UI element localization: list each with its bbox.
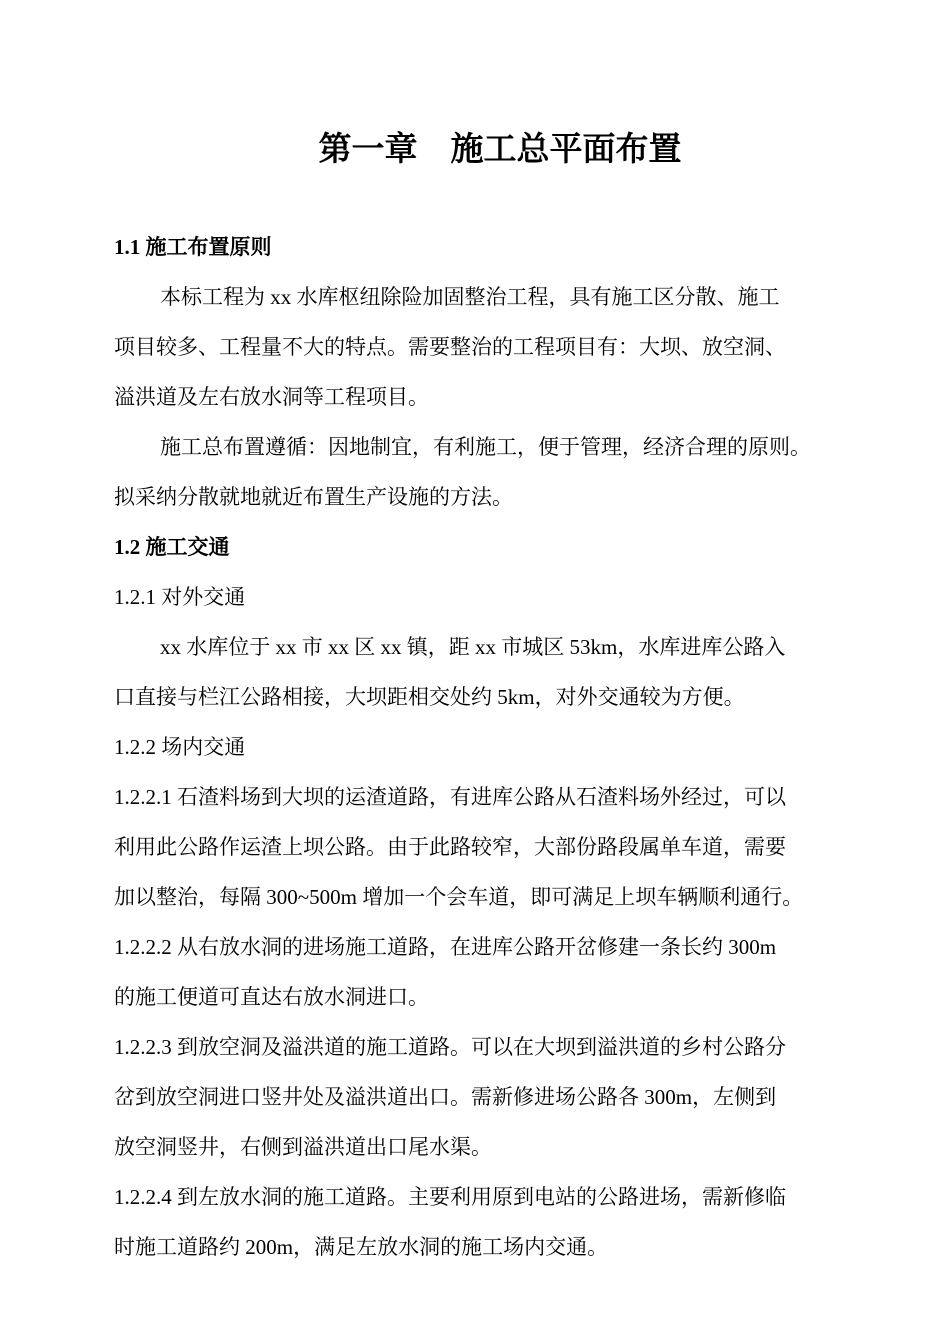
text-line: 的施工便道可直达右放水洞进口。 [114, 985, 429, 1009]
text-line: 1.2.2.2 从右放水洞的进场施工道路，在进库公路开岔修建一条长约 300m [114, 935, 777, 959]
paragraph-external-traffic [114, 622, 886, 722]
text-line: 放空洞竖井，右侧到溢洪道出口尾水渠。 [114, 1135, 492, 1159]
paragraph-layout-principle [114, 422, 886, 522]
chapter-title: 第一章 施工总平面布置 [318, 132, 682, 168]
text-line: 时施工道路约 200m，满足左放水洞的施工场内交通。 [114, 1235, 609, 1259]
text-line: 溢洪道及左右放水洞等工程项目。 [114, 385, 429, 409]
text-line: xx 水库位于 xx 市 xx 区 xx 镇，距 xx 市城区 53km，水库进库公路入 [160, 635, 786, 659]
section-heading-1-1: 1.1 施工布置原则 [114, 235, 272, 259]
text-line: 施工总布置遵循：因地制宜，有利施工，便于管理，经济合理的原则。 [160, 435, 811, 459]
text-line: 1.2.2.1 石渣料场到大坝的运渣道路，有进库公路从石渣料场外经过，可以 [114, 785, 786, 809]
subsection-heading-1-2-2: 1.2.2 场内交通 [114, 735, 246, 759]
text-line: 加以整治，每隔 300~500m 增加一个会车道，即可满足上坝车辆顺利通行。 [114, 885, 804, 909]
text-line: 本标工程为 xx 水库枢纽除险加固整治工程，具有施工区分散、施工 [160, 285, 780, 309]
paragraph-project-overview [114, 272, 886, 422]
text-line: 1.2.2.3 到放空洞及溢洪道的施工道路。可以在大坝到溢洪道的乡村公路分 [114, 1035, 786, 1059]
document-body [114, 222, 886, 1272]
text-line: 岔到放空洞进口竖井处及溢洪道出口。需新修进场公路各 300m，左侧到 [114, 1085, 777, 1109]
paragraph-item-1-2-2-4 [114, 1172, 886, 1272]
text-line: 利用此公路作运渣上坝公路。由于此路较窄，大部份路段属单车道，需要 [114, 835, 786, 859]
section-heading-1-2: 1.2 施工交通 [114, 535, 230, 559]
text-line: 拟采纳分散就地就近布置生产设施的方法。 [114, 485, 513, 509]
subsection-heading-1-2-1: 1.2.1 对外交通 [114, 585, 246, 609]
text-line: 1.2.2.4 到左放水洞的施工道路。主要利用原到电站的公路进场，需新修临 [114, 1185, 786, 1209]
text-line: 口直接与栏江公路相接，大坝距相交处约 5km，对外交通较为方便。 [114, 685, 745, 709]
paragraph-item-1-2-2-3 [114, 1022, 886, 1172]
paragraph-item-1-2-2-1 [114, 772, 886, 922]
paragraph-item-1-2-2-2 [114, 922, 886, 1022]
text-line: 项目较多、工程量不大的特点。需要整治的工程项目有：大坝、放空洞、 [114, 335, 786, 359]
